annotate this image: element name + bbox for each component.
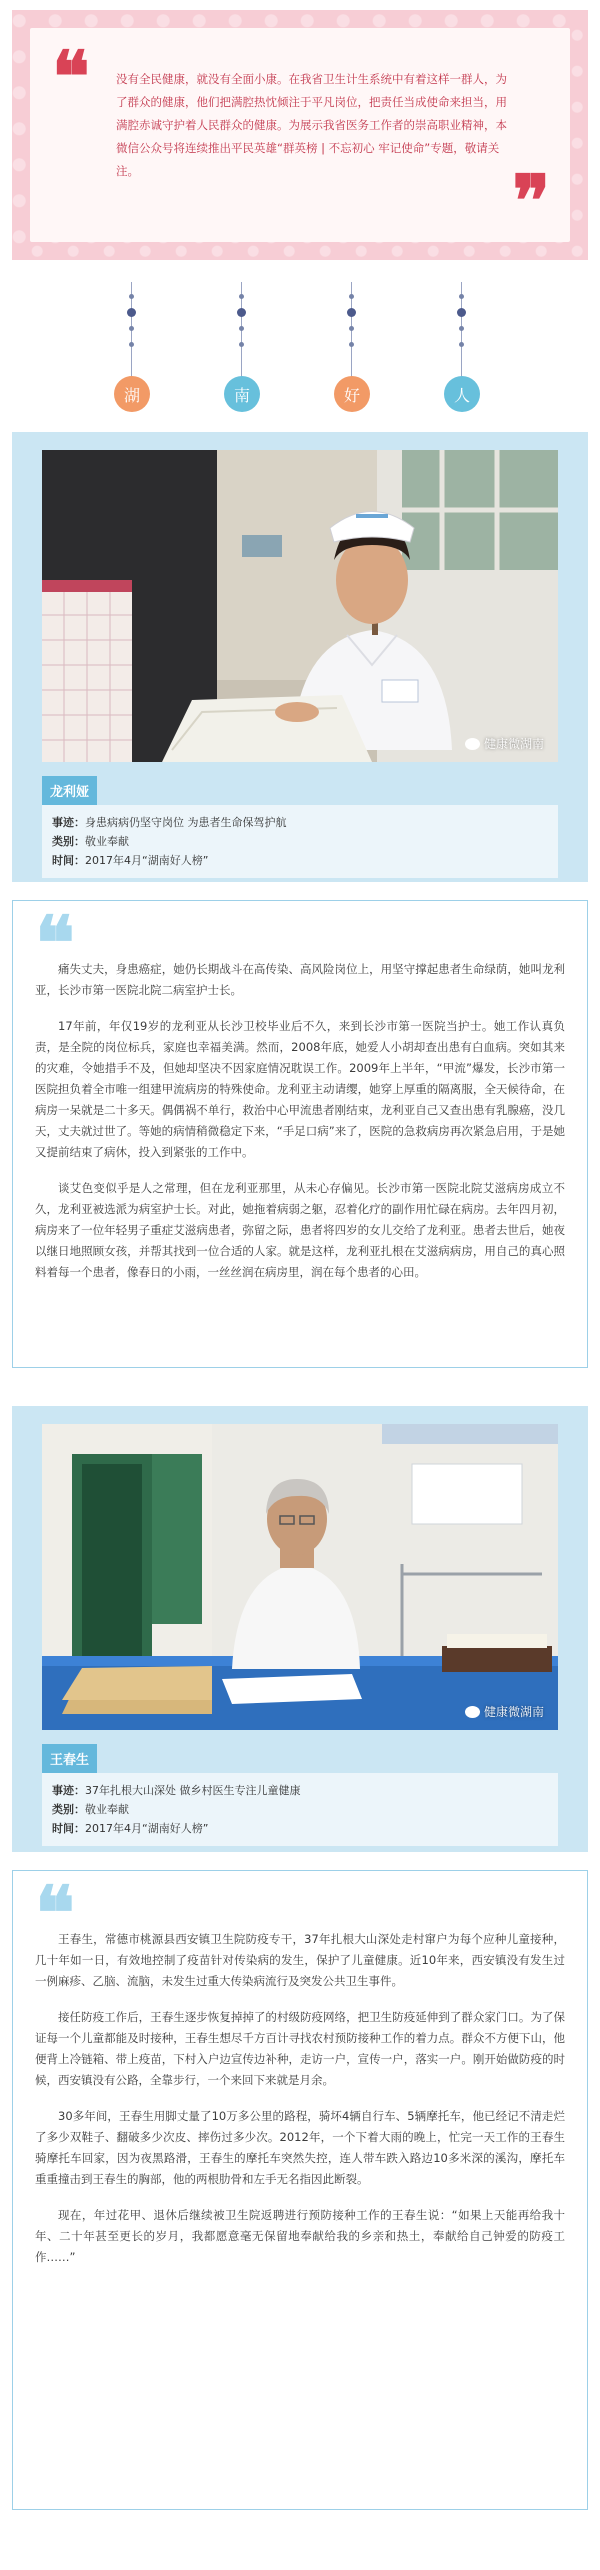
quote-close-icon: ❞ [512, 159, 550, 242]
deed-row [52, 1781, 548, 1800]
photo-nurse [42, 450, 558, 762]
time-value: 2017年4月“湖南好人榜” [85, 854, 209, 867]
story-paragraph: 谈艾色变似乎是人之常理，但在龙利亚那里，从未心存偏见。长沙市第一医院北院艾滋病房成立不久，龙利亚被选派为病室护士长。对此，她拖着病弱之躯，忍着化疗的副作用忙碌在病房。去年四月初，病房来了一位年轻男子重症艾滋病患者，弥留之际，患者将四岁的女儿交给了龙利亚。患者去世后，她夜以继日地照顾女孩，并帮其找到一位合适的人家。就是这样，龙利亚扎根在艾滋病病房，用自己的真心照料着每一个患者，像春日的小雨，一丝丝润在病房里，润在每个患者的心田。 [35, 1181, 565, 1279]
doctor-photo-illustration [42, 1424, 558, 1730]
story-paragraph: 17年前，年仅19岁的龙利亚从长沙卫校毕业后不久，来到长沙市第一医院当护士。她工作认真负责，是全院的岗位标兵，家庭也幸福美满。然而，2008年底，她爱人小胡却查出患有白血病。突如其来的灾难，令她措手不及，但她却坚决不因家庭情况耽误工作。2009年上半年，“甲流”爆发，长沙市第一医院担负着全市唯一组建甲流病房的特殊使命。龙利亚主动请缨，她穿上厚重的隔离服，全天候待命，在病房一呆就是二十多天。偶偶祸不单行，救治中心甲流患者刚结束，龙利亚自己又查出患有乳腺癌，没几天，丈夫就过世了。等她的病情稍微稳定下来，“手足口病”来了，医院的急救病房再次紧急启用，于是她又提前结束了病休，投入到紧张的工作中。 [35, 1019, 565, 1159]
quote-icon: ❝ [35, 1871, 75, 1957]
deed-value: 37年扎根大山深处 做乡村医生专注儿童健康 [85, 1784, 301, 1797]
quote-icon: ❝ [35, 901, 75, 987]
profile-panel-2 [12, 1406, 588, 1852]
story-paragraph: 现在，年过花甲、退休后继续被卫生院返聘进行预防接种工作的王春生说：“如果上天能再给我十年、二十年甚至更长的岁月，我都愿意毫无保留地奉献给我的乡亲和热土，奉献给自己钟爱的防疫工作……” [35, 2208, 565, 2264]
story-card-1 [12, 900, 588, 1368]
deed-label: 事迹： [52, 1784, 85, 1797]
profile-name: 王春生 [42, 1744, 97, 1773]
time-label: 时间： [52, 1822, 85, 1835]
profile-info [42, 1773, 558, 1846]
intro-banner [12, 10, 588, 260]
category-row [52, 832, 548, 851]
story-paragraph: 王春生，常德市桃源县西安镇卫生院防疫专干，37年扎根大山深处走村窜户为每个应种儿童接种，几十年如一日，有效地控制了疫苗针对传染病的发生，保护了儿童健康。近10年来，西安镇没有发生过一例麻疹、乙脑、流脑，未发生过重大传染病流行及突发公共卫生事件。 [35, 1932, 565, 1988]
intro-card [30, 28, 570, 242]
time-row [52, 851, 548, 870]
wechat-icon [465, 1706, 480, 1718]
ornament-char: 南 [224, 376, 260, 412]
profile-info [42, 805, 558, 878]
category-label: 类别： [52, 835, 85, 848]
time-label: 时间： [52, 854, 85, 867]
watermark [465, 1703, 544, 1720]
nurse-photo-illustration [42, 450, 558, 762]
deed-value: 身患病病仍坚守岗位 为患者生命保驾护航 [85, 816, 287, 829]
ornament-char: 湖 [114, 376, 150, 412]
profile-panel-1 [12, 432, 588, 882]
time-row [52, 1819, 548, 1838]
ornament-1 [114, 282, 150, 412]
ornament-char: 人 [444, 376, 480, 412]
time-value: 2017年4月“湖南好人榜” [85, 1822, 209, 1835]
category-value: 敬业奉献 [85, 1803, 129, 1816]
category-row [52, 1800, 548, 1819]
watermark [465, 735, 544, 752]
ornament-3 [334, 282, 370, 412]
deed-label: 事迹： [52, 816, 85, 829]
category-label: 类别： [52, 1803, 85, 1816]
intro-text: 没有全民健康，就没有全面小康。在我省卫生计生系统中有着这样一群人，为了群众的健康，他们把满腔热忱倾注于平凡岗位，把责任当成使命来担当，用满腔赤诚守护着人民群众的健康。为展示我省医务工作者的崇高职业精神，本微信公众号将连续推出平民英雄“群英榜 | 不忘初心 牢记使命”专题，敬请关注。 [116, 72, 507, 178]
category-value: 敬业奉献 [85, 835, 129, 848]
ornament-4 [444, 282, 480, 412]
hunan-haoren-ornaments [0, 282, 600, 412]
wechat-icon [465, 738, 480, 750]
photo-doctor [42, 1424, 558, 1730]
watermark-text: 健康微湖南 [483, 737, 544, 751]
story-paragraph: 接任防疫工作后，王春生逐步恢复掉掉了的村级防疫网络，把卫生防疫延伸到了群众家门口。为了保证每一个儿童都能及时接种，王春生想尽千方百计寻找农村预防接种工作的着力点。群众不方便下山，他便背上冷链箱、带上疫苗，下村入户边宣传边补种，走访一户，宣传一户，落实一户。刚开始做防疫的时候，西安镇没有公路，全靠步行，一个来回下来就是月余。 [35, 2010, 565, 2087]
deed-row [52, 813, 548, 832]
story-paragraph: 30多年间，王春生用脚丈量了10万多公里的路程，骑坏4辆自行车、5辆摩托车，他已经记不清走烂了多少双鞋子、翻破多少次皮、摔伤过多少次。2012年，一个下着大雨的晚上，忙完一天工作的王春生骑摩托车回家，因为夜黑路滑，王春生的摩托车突然失控，连人带车跌入路边10多米深的溪沟，摩托车重重撞击到王春生的胸部，他的两根肋骨和左手无名指因此断裂。 [35, 2109, 565, 2186]
quote-open-icon: ❝ [52, 35, 90, 118]
ornament-char: 好 [334, 376, 370, 412]
story-paragraph: 痛失丈夫，身患癌症，她仍长期战斗在高传染、高风险岗位上，用坚守撑起患者生命绿荫，她叫龙利亚，长沙市第一医院北院二病室护士长。 [35, 962, 565, 997]
ornament-2 [224, 282, 260, 412]
watermark-text: 健康微湖南 [483, 1705, 544, 1719]
profile-name: 龙利娅 [42, 776, 97, 805]
story-card-2 [12, 1870, 588, 2510]
